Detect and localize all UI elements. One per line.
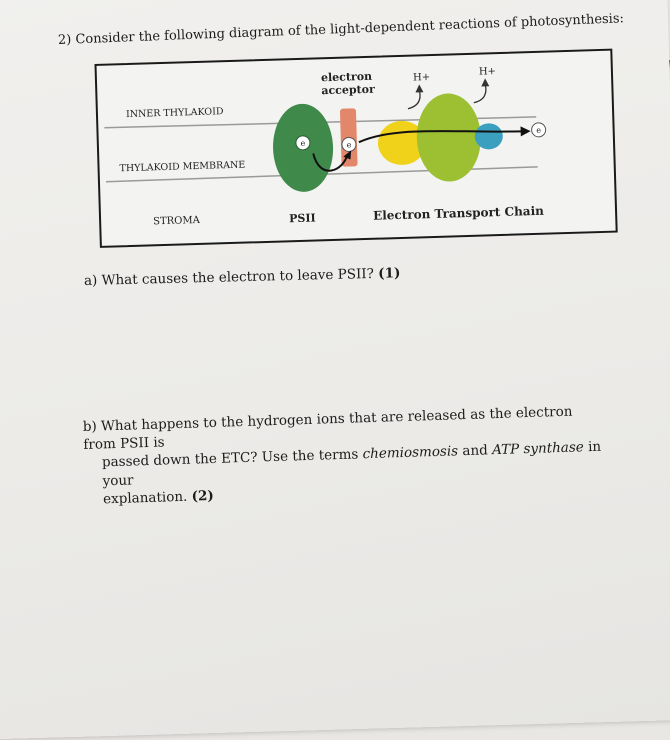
h-plus-arrow-1 xyxy=(407,90,420,108)
photosynthesis-diagram xyxy=(94,33,620,248)
part-b-marks: (2) xyxy=(191,487,215,505)
part-b-text-2c: in your xyxy=(102,439,602,490)
term-atp-synthase: ATP synthase xyxy=(491,439,585,459)
psii-label: PSII xyxy=(288,211,316,226)
electron-symbol-2: e xyxy=(346,140,352,150)
h-plus-label-1: H+ xyxy=(412,72,431,84)
h-plus-arrowhead-1 xyxy=(415,84,423,92)
inner-thylakoid-label: INNER THYLAKOID xyxy=(125,106,224,121)
h-plus-arrowhead-2 xyxy=(481,78,489,86)
thylakoid-membrane-label: THYLAKOID MEMBRANE xyxy=(119,159,246,175)
h-plus-arrow-2 xyxy=(473,84,486,102)
h-plus-label-2: H+ xyxy=(478,66,497,78)
electron-symbol-1: e xyxy=(300,138,306,148)
question-text: Consider the following diagram of the light-dependent reactions of photosynthesis: xyxy=(75,11,625,48)
part-a-marks: (1) xyxy=(378,265,401,282)
question-part-b xyxy=(83,402,606,509)
part-b-text-2b: and xyxy=(462,442,489,460)
part-b-letter: b) xyxy=(82,418,98,436)
part-b-text-3: explanation. xyxy=(102,488,188,508)
part-b-text-1: What happens to the hydrogen ions that are released as the electron from PSII is xyxy=(83,403,573,454)
term-chemiosmosis: chemiosmosis xyxy=(362,443,459,463)
electron-symbol-3: e xyxy=(536,125,542,135)
etc-label: Electron Transport Chain xyxy=(372,203,545,223)
part-a-letter: a) xyxy=(83,272,98,289)
electron-acceptor-label-1: electron xyxy=(320,69,373,85)
part-a-text: What causes the electron to leave PSII? xyxy=(101,265,375,289)
stroma-label: STROMA xyxy=(153,214,201,228)
diagram-svg xyxy=(94,33,620,248)
electron-acceptor-label-2: acceptor xyxy=(321,82,375,98)
question-number: 2) xyxy=(57,32,72,48)
part-b-text-2a: passed down the ETC? Use the terms xyxy=(101,446,359,471)
etc-electron-arrowhead xyxy=(521,126,531,136)
